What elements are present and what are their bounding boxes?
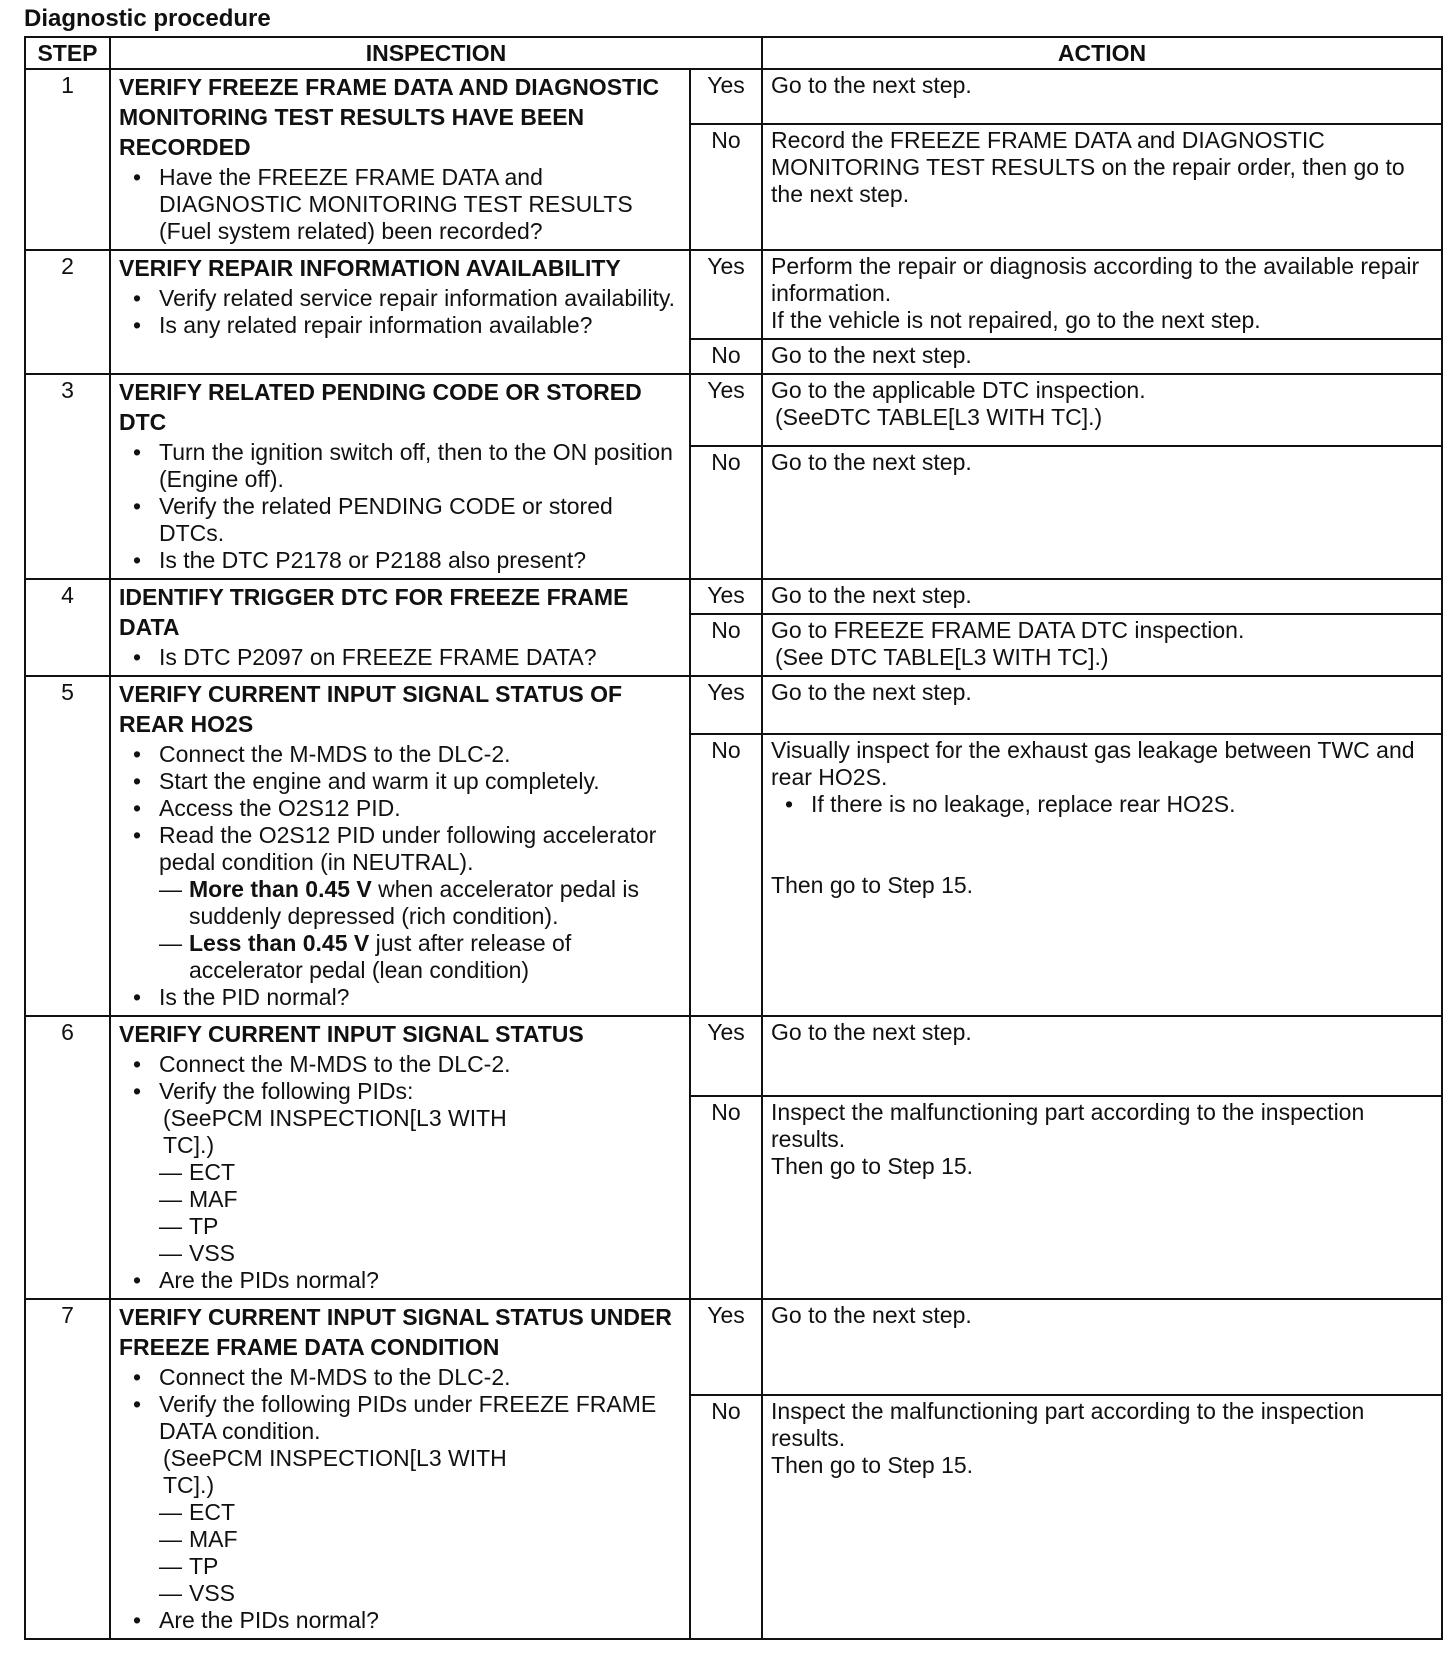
inspection-list <box>119 741 681 1011</box>
condition-text: just after release of accelerator pedal (lean condition) <box>189 930 572 983</box>
diagnostic-procedure-table <box>24 36 1443 1640</box>
step-7-yes-row <box>25 1299 1442 1395</box>
yes-action: Go to the next step. <box>762 676 1442 734</box>
pid-item: — MAF <box>159 1526 238 1552</box>
step-inspection <box>110 676 690 1016</box>
step-inspection <box>110 250 690 374</box>
step-heading: VERIFY CURRENT INPUT SIGNAL STATUS OF REAR HO2S <box>119 681 623 737</box>
inspection-item <box>159 1078 681 1267</box>
step-heading: IDENTIFY TRIGGER DTC FOR FREEZE FRAME DATA <box>119 584 629 640</box>
yes-action <box>762 374 1442 446</box>
inspection-item: • Verify related service repair information availability. <box>159 285 681 312</box>
action-line: Then go to Step 15. <box>771 1451 974 1478</box>
pid-item: — ECT <box>159 1499 235 1525</box>
step-number: 1 <box>25 69 110 250</box>
inspection-item: • Verify the related PENDING CODE or stored DTCs. <box>159 493 681 547</box>
step-inspection <box>110 1299 690 1639</box>
step-5-yes-row <box>25 676 1442 734</box>
pid-item: — TP <box>159 1213 219 1239</box>
no-action <box>762 1395 1442 1639</box>
no-label: No <box>690 124 762 250</box>
action-line: Go to FREEZE FRAME DATA DTC inspection. <box>771 617 1245 643</box>
inspection-list <box>119 1051 681 1294</box>
no-action <box>762 1096 1442 1299</box>
action-line: Then go to Step 15. <box>771 872 974 899</box>
step-heading: VERIFY CURRENT INPUT SIGNAL STATUS <box>119 1021 584 1047</box>
voltage-threshold: Less than 0.45 V <box>189 930 370 956</box>
action-bullet: • If there is no leakage, replace rear HO2S. <box>771 791 1433 818</box>
yes-label: Yes <box>690 250 762 339</box>
no-label: No <box>690 339 762 374</box>
step-number: 5 <box>25 676 110 1016</box>
inspection-item: • Connect the M-MDS to the DLC-2. <box>159 1051 681 1078</box>
yes-label: Yes <box>690 676 762 734</box>
step-number: 7 <box>25 1299 110 1639</box>
action-line: Then go to Step 15. <box>771 1152 974 1179</box>
pid-item: — VSS <box>159 1240 236 1266</box>
step-number: 2 <box>25 250 110 374</box>
no-action: Record the FREEZE FRAME DATA and DIAGNOSTIC MONITORING TEST RESULTS on the repair order, then go to the next step. <box>762 124 1442 250</box>
header-row <box>25 37 1442 69</box>
no-action <box>762 614 1442 676</box>
step-heading: VERIFY RELATED PENDING CODE OR STORED DTC <box>119 379 642 435</box>
step-number: 4 <box>25 579 110 676</box>
inspection-item: • Connect the M-MDS to the DLC-2. <box>159 741 681 768</box>
pid-item: — TP <box>159 1553 219 1579</box>
yes-action: Go to the next step. <box>762 1299 1442 1395</box>
step-heading: VERIFY REPAIR INFORMATION AVAILABILITY <box>119 255 621 281</box>
yes-label: Yes <box>690 69 762 124</box>
step-heading: VERIFY CURRENT INPUT SIGNAL STATUS UNDER FREEZE FRAME DATA CONDITION <box>119 1304 672 1360</box>
inspection-item: • Access the O2S12 PID. <box>159 795 681 822</box>
step-3-yes-row <box>25 374 1442 446</box>
inspection-list <box>119 439 681 574</box>
step-number: 3 <box>25 374 110 579</box>
action-line: Inspect the malfunctioning part according to the inspection results. <box>771 1397 1365 1451</box>
document-title: Diagnostic procedure <box>24 5 271 32</box>
inspection-item-text: Verify the following PIDs: <box>159 1078 414 1104</box>
inspection-list <box>119 164 681 245</box>
inspection-item: • Is DTC P2097 on FREEZE FRAME DATA? <box>159 644 681 671</box>
inspection-item-text: Read the O2S12 PID under following accelerator pedal condition (in NEUTRAL). <box>159 822 657 875</box>
yes-label: Yes <box>690 1299 762 1395</box>
inspection-item: • Have the FREEZE FRAME DATA and DIAGNOSTIC MONITORING TEST RESULTS (Fuel system related) been recorded? <box>159 164 681 245</box>
inspection-item: • Is the DTC P2178 or P2188 also present? <box>159 547 681 574</box>
pcm-inspection-reference: (SeePCM INSPECTION[L3 WITH TC].) <box>163 1445 507 1498</box>
step-inspection <box>110 374 690 579</box>
yes-action: Go to the next step. <box>762 579 1442 614</box>
inspection-item: • Is any related repair information available? <box>159 312 681 339</box>
inspection-item: • Is the PID normal? <box>159 984 681 1011</box>
sub-condition-rich <box>159 876 681 930</box>
dash: — <box>159 876 182 902</box>
inspection-item: • Start the engine and warm it up completely. <box>159 768 681 795</box>
step-number: 6 <box>25 1016 110 1299</box>
inspection-list <box>119 1364 681 1634</box>
no-action: Go to the next step. <box>762 339 1442 374</box>
header-action: ACTION <box>762 37 1442 69</box>
header-inspection: INSPECTION <box>110 37 762 69</box>
inspection-list <box>119 644 681 671</box>
voltage-threshold: More than 0.45 V <box>189 876 372 902</box>
step-heading: VERIFY FREEZE FRAME DATA AND DIAGNOSTIC MONITORING TEST RESULTS HAVE BEEN RECORDED <box>119 74 660 160</box>
step-inspection <box>110 579 690 676</box>
step-inspection <box>110 1016 690 1299</box>
no-label: No <box>690 734 762 1016</box>
inspection-item: • Connect the M-MDS to the DLC-2. <box>159 1364 681 1391</box>
yes-action <box>762 250 1442 339</box>
action-line: Go to the applicable DTC inspection. <box>771 377 1146 403</box>
yes-label: Yes <box>690 579 762 614</box>
dash: — <box>159 930 182 956</box>
inspection-item <box>159 822 681 984</box>
no-label: No <box>690 1096 762 1299</box>
yes-label: Yes <box>690 1016 762 1096</box>
pid-item: — ECT <box>159 1159 235 1185</box>
action-line: If the vehicle is not repaired, go to the next step. <box>771 307 1261 333</box>
step-4-yes-row <box>25 579 1442 614</box>
no-label: No <box>690 614 762 676</box>
step-1-yes-row <box>25 69 1442 124</box>
header-step: STEP <box>25 37 110 69</box>
action-line: Visually inspect for the exhaust gas leakage between TWC and rear HO2S. <box>771 737 1415 791</box>
dtc-table-reference: (SeeDTC TABLE[L3 WITH TC].) <box>775 404 1103 430</box>
no-action: Go to the next step. <box>762 446 1442 579</box>
no-label: No <box>690 446 762 579</box>
step-2-yes-row <box>25 250 1442 339</box>
step-inspection <box>110 69 690 250</box>
yes-label: Yes <box>690 374 762 446</box>
dtc-table-reference: (See DTC TABLE[L3 WITH TC].) <box>775 644 1109 670</box>
sub-condition-lean <box>159 930 681 984</box>
inspection-item: • Turn the ignition switch off, then to the ON position (Engine off). <box>159 439 681 493</box>
action-line: Inspect the malfunctioning part according to the inspection results. <box>771 1098 1365 1152</box>
step-6-yes-row <box>25 1016 1442 1096</box>
yes-action: Go to the next step. <box>762 69 1442 124</box>
inspection-list <box>119 285 681 339</box>
yes-action: Go to the next step. <box>762 1016 1442 1096</box>
inspection-item: • Are the PIDs normal? <box>159 1267 681 1294</box>
inspection-item: • Are the PIDs normal? <box>159 1607 681 1634</box>
pid-item: — MAF <box>159 1186 238 1212</box>
inspection-item-text: Verify the following PIDs under FREEZE FRAME DATA condition. <box>159 1391 657 1444</box>
condition-text: when accelerator pedal is suddenly depressed (rich condition). <box>189 876 639 929</box>
pcm-inspection-reference: (SeePCM INSPECTION[L3 WITH TC].) <box>163 1105 507 1158</box>
action-line: Perform the repair or diagnosis according to the available repair information. <box>771 253 1420 306</box>
pid-item: — VSS <box>159 1580 236 1606</box>
inspection-item <box>159 1391 681 1607</box>
no-action <box>762 734 1442 1016</box>
no-label: No <box>690 1395 762 1639</box>
